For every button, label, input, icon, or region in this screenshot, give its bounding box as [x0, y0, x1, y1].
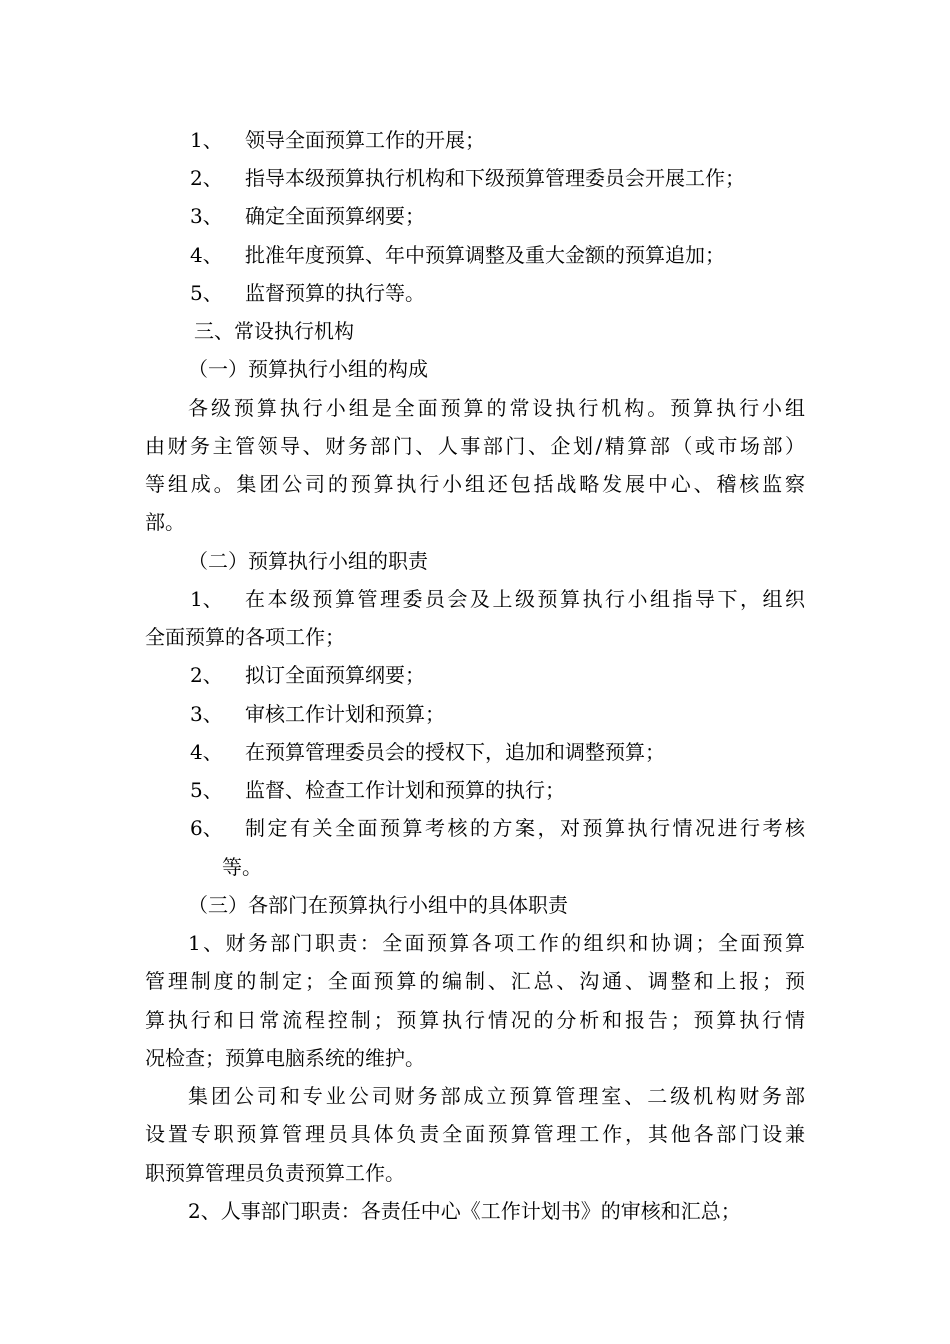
list-number: 4、: [190, 243, 223, 267]
list-number: 3、: [190, 702, 223, 726]
list-item-text: 审核工作计划和预算；: [245, 702, 445, 726]
paragraph-line: 1、财务部门职责：全面预算各项工作的组织和协调；全面预算: [188, 931, 805, 955]
paragraph-line: 职预算管理员负责预算工作。: [145, 1161, 405, 1185]
list-number: 4、: [190, 740, 223, 764]
list-item-text: 监督、检查工作计划和预算的执行；: [245, 778, 565, 802]
section-heading: 三、常设执行机构: [194, 319, 354, 343]
list-number: 5、: [190, 778, 223, 802]
paragraph-line: 由财务主管领导、财务部门、人事部门、企划/精算部（或市场部）: [145, 434, 805, 458]
list-item-text: 批准年度预算、年中预算调整及重大金额的预算追加；: [245, 243, 725, 267]
list-number: 1、: [190, 587, 223, 611]
list-item-text: 等。: [222, 855, 262, 879]
subsection-heading: （二）预算执行小组的职责: [188, 549, 428, 573]
list-item-text: 全面预算的各项工作；: [145, 625, 345, 649]
list-item-text: 在本级预算管理委员会及上级预算执行小组指导下，组织: [245, 587, 805, 611]
list-item-text: 拟订全面预算纲要；: [245, 663, 425, 687]
paragraph-line: 集团公司和专业公司财务部成立预算管理室、二级机构财务部: [188, 1084, 805, 1108]
list-number: 5、: [190, 281, 223, 305]
list-item-text: 监督预算的执行等。: [245, 281, 425, 305]
paragraph-line: 各级预算执行小组是全面预算的常设执行机构。预算执行小组: [188, 396, 805, 420]
list-item-text: 指导本级预算执行机构和下级预算管理委员会开展工作；: [245, 166, 745, 190]
paragraph-line: 2、人事部门职责：各责任中心《工作计划书》的审核和汇总；: [188, 1199, 741, 1223]
list-number: 2、: [190, 663, 223, 687]
paragraph-line: 况检查；预算电脑系统的维护。: [145, 1046, 425, 1070]
list-item-text: 制定有关全面预算考核的方案，对预算执行情况进行考核: [245, 816, 805, 840]
list-number: 1、: [190, 128, 223, 152]
paragraph-line: 部。: [145, 510, 185, 534]
list-number: 2、: [190, 166, 223, 190]
list-item-text: 在预算管理委员会的授权下，追加和调整预算；: [245, 740, 665, 764]
list-item-text: 领导全面预算工作的开展；: [245, 128, 485, 152]
paragraph-line: 算执行和日常流程控制；预算执行情况的分析和报告；预算执行情: [145, 1008, 805, 1032]
list-number: 6、: [190, 816, 223, 840]
paragraph-line: 管理制度的制定；全面预算的编制、汇总、沟通、调整和上报；预: [145, 969, 805, 993]
subsection-heading: （一）预算执行小组的构成: [188, 357, 428, 381]
list-number: 3、: [190, 204, 223, 228]
subsection-heading: （三）各部门在预算执行小组中的具体职责: [188, 893, 568, 917]
paragraph-line: 等组成。集团公司的预算执行小组还包括战略发展中心、稽核监察: [145, 472, 805, 496]
paragraph-line: 设置专职预算管理员具体负责全面预算管理工作，其他各部门设兼: [145, 1122, 805, 1146]
list-item-text: 确定全面预算纲要；: [245, 204, 425, 228]
